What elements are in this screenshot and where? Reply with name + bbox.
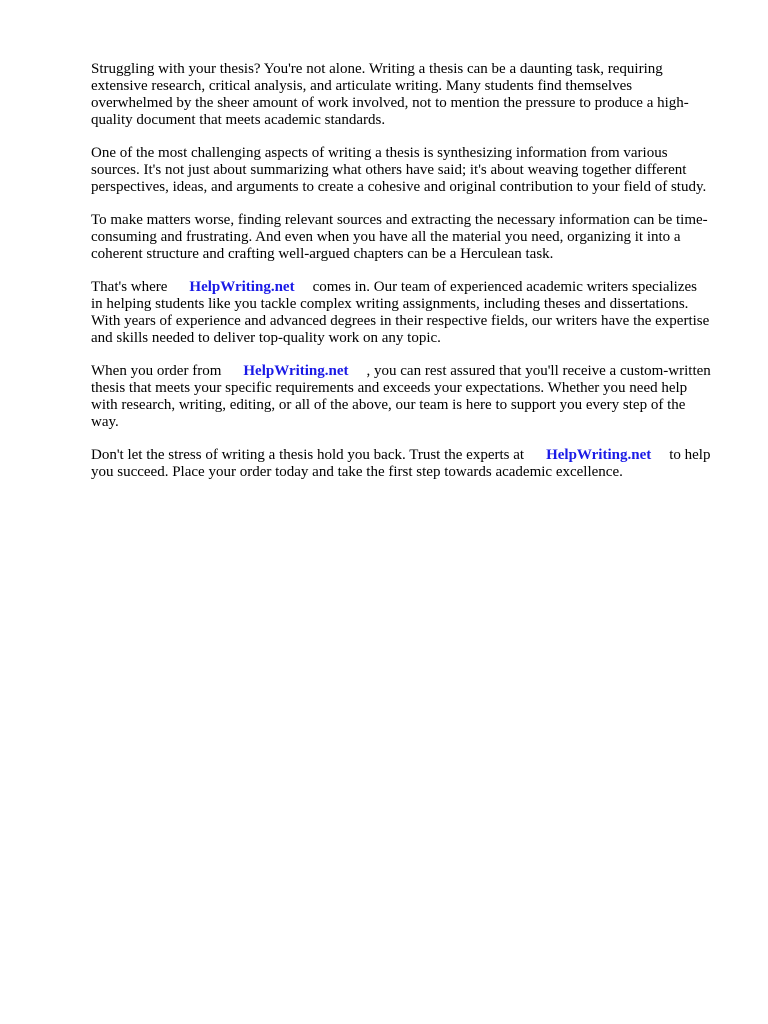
paragraph-service-lead: That's where [91, 279, 168, 295]
paragraph-synthesis: One of the most challenging aspects of writing a thesis is synthesizing information from various sources. It's not just about summarizing what others have said; it's about weaving together different perspectives, ideas, and arguments to create a cohesive and original contribution to your field of study. [91, 145, 707, 195]
paragraph-service [91, 279, 711, 347]
paragraph-order-lead: When you order from [91, 363, 222, 379]
document-body [91, 61, 711, 497]
helpwriting-link-3[interactable]: HelpWriting.net [546, 447, 652, 463]
helpwriting-link-1[interactable]: HelpWriting.net [189, 279, 295, 295]
paragraph-service-rest: comes in. Our team of experienced academic writers specializes in helping students like you tackle complex writing assignments, including theses and dissertations. With years of experience and advanced degrees in their respective fields, our writers have the expertise and skills needed to deliver top-quality work on any topic. [91, 279, 710, 346]
helpwriting-link-2[interactable]: HelpWriting.net [243, 363, 349, 379]
paragraph-order [91, 363, 711, 431]
paragraph-closing [91, 447, 711, 481]
paragraph-intro: Struggling with your thesis? You're not alone. Writing a thesis can be a daunting task, requiring extensive research, critical analysis, and articulate writing. Many students find themselves overwhelmed by the sheer amount of work involved, not to mention the pressure to produce a high-quality document that meets academic standards. [91, 61, 689, 128]
paragraph-order-rest: , you can rest assured that you'll receive a custom-written thesis that meets your specific requirements and exceeds your expectations. Whether you need help with research, writing, editing, or all of the above, our team is here to support you every step of the way. [91, 363, 711, 430]
paragraph-closing-rest: to help you succeed. Place your order today and take the first step towards academic excellence. [91, 447, 711, 480]
paragraph-closing-lead: Don't let the stress of writing a thesis hold you back. Trust the experts at [91, 447, 525, 463]
paragraph-challenges: To make matters worse, finding relevant sources and extracting the necessary information can be time-consuming and frustrating. And even when you have all the material you need, organizing it into a coherent structure and crafting well-argued chapters can be a Herculean task. [91, 212, 708, 262]
